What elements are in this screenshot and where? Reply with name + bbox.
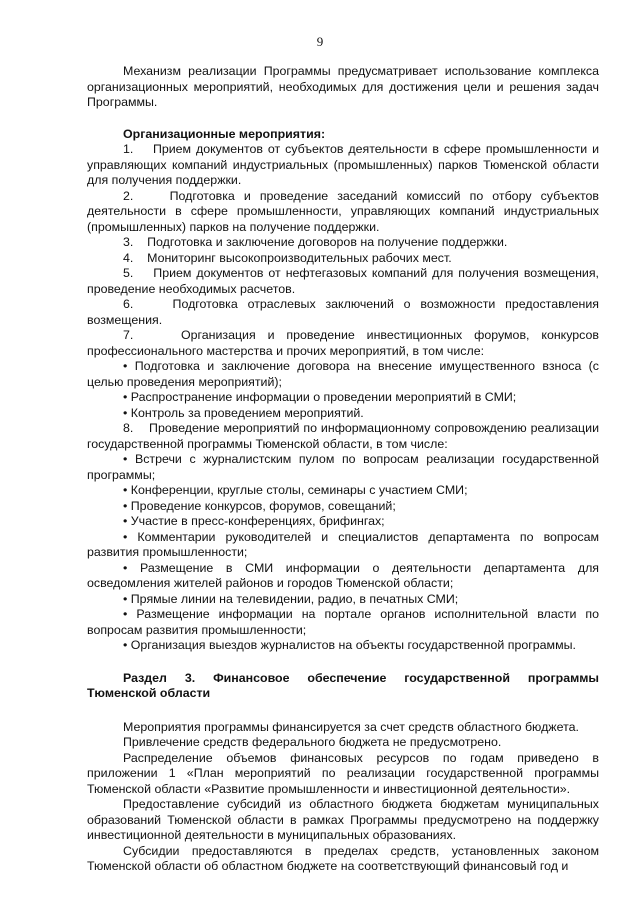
org-measures-heading: Организационные мероприятия:: [123, 126, 326, 141]
document-body: [87, 64, 599, 875]
intro-paragraph: Механизм реализации Программы предусматривает использование комплекса организационных мероприятий, необходимых для достижения цели и решения задач Программы.: [87, 64, 599, 109]
bullet-item: • Комментарии руководителей и специалистов департамента по вопросам развития промышленности;: [87, 530, 599, 561]
bullet-item: • Конференции, круглые столы, семинары с участием СМИ;: [87, 483, 599, 499]
page-number: 9: [316, 34, 324, 49]
list-item: 3. Подготовка и заключение договоров на получение поддержки.: [123, 235, 508, 249]
list-item: 7. Организация и проведение инвестиционных форумов, конкурсов профессионального мастерства и прочих мероприятий, в том числе:: [87, 328, 599, 358]
finance-paragraph: Предоставление субсидий из областного бюджета бюджетам муниципальных образований Тюменской области в рамках Программы предусмотрено на поддержку инвестиционной деятельности в муниципальных образованиях.: [87, 797, 599, 842]
list-item: 1. Прием документов от субъектов деятельности в сфере промышленности и управляющих компаний индустриальных (промышленных) парков Тюменской области для получения поддержки.: [87, 142, 599, 187]
finance-paragraph: Привлечение средств федерального бюджета не предусмотрено.: [123, 735, 502, 749]
bullet-item: • Проведение конкурсов, форумов, совещаний;: [87, 499, 599, 515]
list-item: 6. Подготовка отраслевых заключений о возможности предоставления возмещения.: [87, 297, 599, 327]
finance-paragraph: Субсидии предоставляются в пределах средств, установленных законом Тюменской области об областном бюджете на соответствующий финансовый год и: [87, 843, 599, 873]
list-item: 8. Проведение мероприятий по информационному сопровождению реализации государственной программы Тюменской области, в том числе:: [87, 421, 599, 451]
section-title: Раздел 3. Финансовое обеспечение государственной программы Тюменской области: [87, 670, 599, 700]
list-item: 4. Мониторинг высокопроизводительных рабочих мест.: [123, 250, 452, 265]
bullet-item: • Подготовка и заключение договора на внесение имущественного взноса (с целью проведения мероприятий);: [87, 359, 599, 390]
bullet-item: • Организация выездов журналистов на объекты государственной программы.: [87, 638, 599, 654]
finance-paragraph: Распределение объемов финансовых ресурсов по годам приведено в приложении 1 «План мероприятий по реализации государственной программы Тюменской области «Развитие промышленности и инвестиционной деятельности».: [87, 750, 599, 796]
bullet-item: • Участие в пресс-конференциях, брифингах;: [87, 514, 599, 530]
bullet-item: • Распространение информации о проведении мероприятий в СМИ;: [87, 390, 599, 406]
list-item: 2. Подготовка и проведение заседаний комиссий по отбору субъектов деятельности в сфере промышленности, управляющих компаний индустриальных (промышленных) парков на получение поддержки.: [87, 188, 599, 234]
finance-paragraph: Мероприятия программы финансируется за счет средств областного бюджета.: [123, 719, 579, 734]
bullet-item: • Контроль за проведением мероприятий.: [87, 406, 599, 422]
bullet-item: • Прямые линии на телевидении, радио, в печатных СМИ;: [87, 592, 599, 608]
list-item: 5. Прием документов от нефтегазовых компаний для получения возмещения, проведение необходимых расчетов.: [87, 266, 599, 296]
bullet-item: • Размещение информации на портале органов исполнительной власти по вопросам развития промышленности;: [87, 607, 599, 638]
bullet-item: • Размещение в СМИ информации о деятельности департамента для осведомления жителей районов и городов Тюменской области;: [87, 561, 599, 592]
bullet-item: • Встречи с журналистским пулом по вопросам реализации государственной программы;: [87, 452, 599, 483]
